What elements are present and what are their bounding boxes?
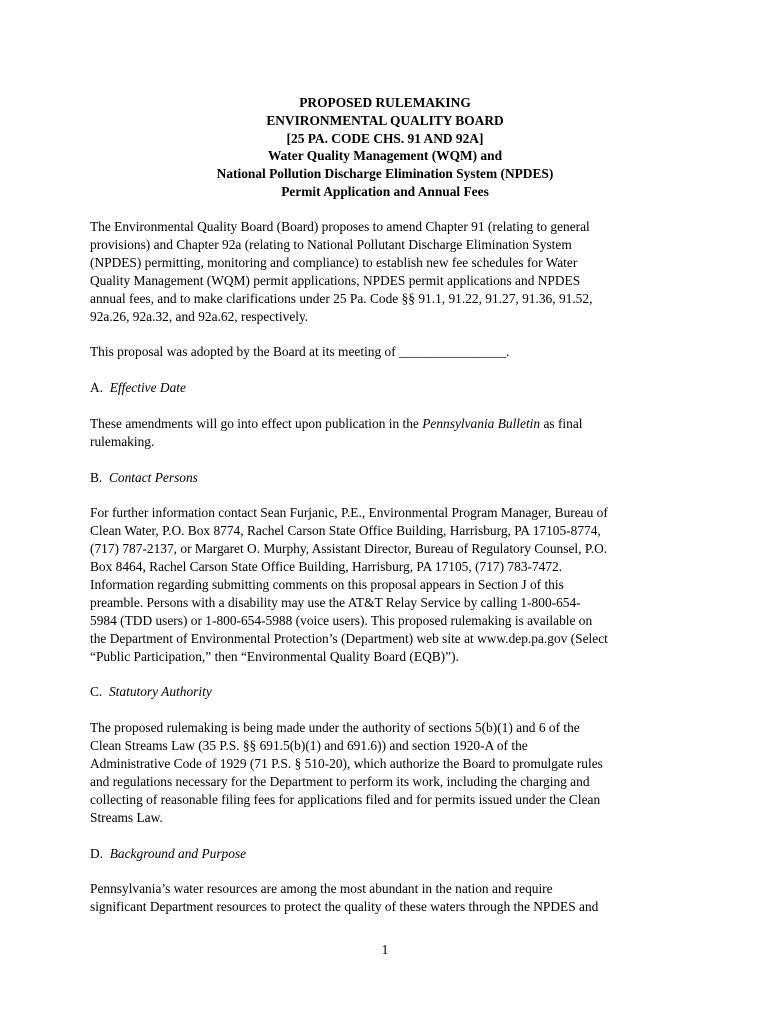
intro-line: provisions) and Chapter 92a (relating to National Pollutant Discharge Elimination System <box>90 236 572 252</box>
section-c-line: Clean Streams Law (35 P.S. §§ 691.5(b)(1) and 691.6)) and section 1920-A of the <box>90 738 528 754</box>
section-d-heading <box>90 845 690 863</box>
section-c-line: Streams Law. <box>90 809 163 825</box>
section-c-paragraph <box>90 719 690 826</box>
section-a-line: rulemaking. <box>90 433 155 449</box>
section-b-line: Clean Water, P.O. Box 8774, Rachel Carson State Office Building, Harrisburg, PA 17105-8774, <box>90 523 601 539</box>
intro-line: annual fees, and to make clarifications under 25 Pa. Code §§ 91.1, 91.22, 91.27, 91.36, 91.52, <box>90 290 593 306</box>
section-a-title: Effective Date <box>109 380 186 396</box>
section-b-line: “Public Participation,” then “Environmental Quality Board (EQB)”). <box>90 648 459 664</box>
document-header <box>90 94 680 201</box>
section-b-line: Information regarding submitting comments on this proposal appears in Section J of this <box>90 577 564 593</box>
header-line-1: PROPOSED RULEMAKING <box>299 95 471 110</box>
section-b-line: (717) 787-2137, or Margaret O. Murphy, Assistant Director, Bureau of Regulatory Counsel, P.O. <box>90 541 608 557</box>
section-b-line: preamble. Persons with a disability may use the AT&T Relay Service by calling 1-800-654- <box>90 594 581 610</box>
section-d-title: Background and Purpose <box>109 845 247 861</box>
section-b-line: the Department of Environmental Protection’s (Department) web site at www.dep.pa.gov (Select <box>90 630 608 646</box>
section-b-heading <box>90 469 690 487</box>
section-b-title: Contact Persons <box>108 469 198 485</box>
section-d-paragraph <box>90 880 690 916</box>
section-b-paragraph <box>90 504 690 665</box>
pennsylvania-bulletin-title: Pennsylvania Bulletin <box>422 415 541 431</box>
section-c-line: and regulations necessary for the Department to perform its work, including the charging and <box>90 773 590 789</box>
intro-line: (NPDES) permitting, monitoring and compliance) to establish new fee schedules for Water <box>90 254 578 270</box>
section-c-line: collecting of reasonable filing fees for applications filed and for permits issued under the Clean <box>90 791 601 807</box>
header-line-2: ENVIRONMENTAL QUALITY BOARD <box>266 112 504 128</box>
header-line-5: National Pollution Discharge Elimination System (NPDES) <box>216 166 554 182</box>
section-d-line: Pennsylvania’s water resources are among the most abundant in the nation and require <box>90 881 553 897</box>
section-d-letter: D. <box>90 845 104 861</box>
section-a-letter: A. <box>90 380 104 396</box>
section-b-line: Box 8464, Rachel Carson State Office Building, Harrisburg, PA 17105, (717) 783-7472. <box>90 559 563 575</box>
section-a-line <box>90 415 690 433</box>
intro-line: The Environmental Quality Board (Board) proposes to amend Chapter 91 (relating to general <box>90 219 590 234</box>
header-line-3: [25 PA. CODE CHS. 91 AND 92A] <box>286 130 484 146</box>
section-a-heading <box>90 379 690 397</box>
header-line-6: Permit Application and Annual Fees <box>281 183 489 199</box>
adoption-line: This proposal was adopted by the Board at its meeting of ________________. <box>90 344 510 360</box>
section-c-line: The proposed rulemaking is being made under the authority of sections 5(b)(1) and 6 of the <box>90 720 580 736</box>
section-c-heading <box>90 683 690 701</box>
section-c-line: Administrative Code of 1929 (71 P.S. § 510-20), which authorize the Board to promulgate rules <box>90 756 603 772</box>
section-a-paragraph <box>90 415 690 451</box>
section-d-line: significant Department resources to protect the quality of these waters through the NPDES and <box>90 899 599 915</box>
page-number: 1 <box>381 942 389 957</box>
document-body <box>90 218 690 916</box>
intro-line: Quality Management (WQM) permit applications, NPDES permit applications and NPDES <box>90 272 581 288</box>
section-b-letter: B. <box>90 469 103 485</box>
section-b-line: For further information contact Sean Furjanic, P.E., Environmental Program Manager, Bureau of <box>90 505 608 521</box>
adoption-paragraph <box>90 343 690 361</box>
header-line-4: Water Quality Management (WQM) and <box>267 148 503 164</box>
section-c-letter: C. <box>90 684 103 700</box>
intro-line: 92a.26, 92a.32, and 92a.62, respectively. <box>90 308 309 324</box>
intro-paragraph <box>90 218 690 325</box>
section-b-line: 5984 (TDD users) or 1-800-654-5988 (voice users). This proposed rulemaking is available on <box>90 612 593 628</box>
section-c-title: Statutory Authority <box>108 684 212 700</box>
section-a-line-pre: These amendments will go into effect upon publication in the <box>90 415 423 431</box>
section-a-line-post: as final <box>540 415 583 431</box>
